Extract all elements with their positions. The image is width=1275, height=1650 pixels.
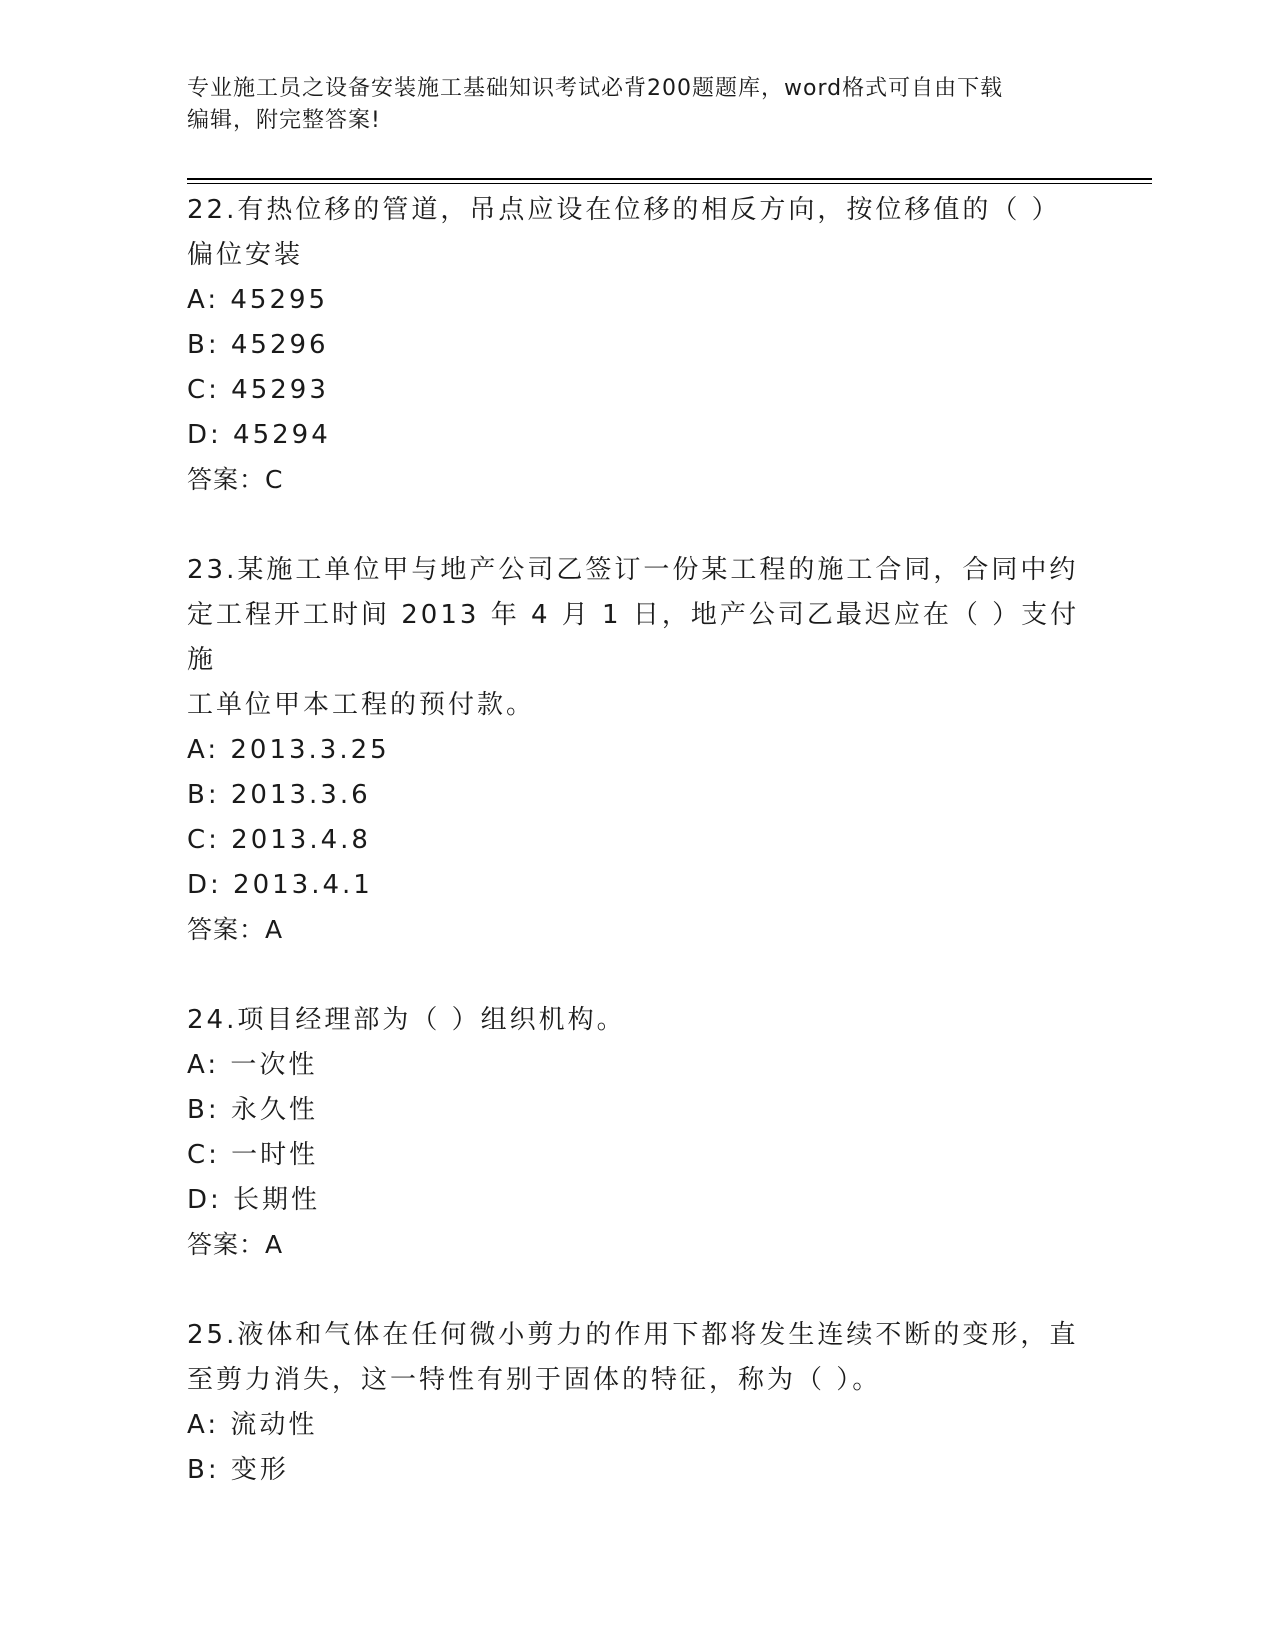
question-text-line: 定工程开工时间 2013 年 4 月 1 日，地产公司乙最迟应在（ ）支付施 bbox=[187, 600, 1080, 675]
option-a: A: 流动性 bbox=[187, 1410, 318, 1440]
header-title-line-2: 编辑，附完整答案! bbox=[187, 108, 381, 133]
option-d: D: 长期性 bbox=[187, 1185, 321, 1215]
option-c: C: 一时性 bbox=[187, 1140, 319, 1170]
question-text-line: 25.液体和气体在任何微小剪力的作用下都将发生连续不断的变形，直 bbox=[187, 1320, 1079, 1350]
option-b: B: 2013.3.6 bbox=[187, 780, 371, 810]
header-divider-thick bbox=[187, 178, 1152, 180]
question-22 bbox=[187, 188, 1087, 502]
option-c: C: 2013.4.8 bbox=[187, 825, 371, 855]
option-d: D: 2013.4.1 bbox=[187, 870, 373, 900]
option-a: A: 45295 bbox=[187, 285, 329, 315]
question-24 bbox=[187, 998, 1087, 1267]
question-text-line: 24.项目经理部为（ ）组织机构。 bbox=[187, 1005, 626, 1035]
document-header bbox=[187, 73, 1087, 137]
option-a: A: 2013.3.25 bbox=[187, 735, 390, 765]
answer-line: 答案：A bbox=[187, 915, 284, 944]
header-divider-thin bbox=[187, 183, 1152, 184]
question-23 bbox=[187, 548, 1087, 952]
answer-line: 答案：C bbox=[187, 465, 284, 494]
question-text-line: 工单位甲本工程的预付款。 bbox=[187, 690, 536, 720]
question-text-line: 22.有热位移的管道，吊点应设在位移的相反方向，按位移值的（ ） bbox=[187, 195, 1061, 225]
header-title-line-1: 专业施工员之设备安装施工基础知识考试必背200题题库，word格式可自由下载 bbox=[187, 76, 1004, 101]
question-text-line: 23.某施工单位甲与地产公司乙签订一份某工程的施工合同，合同中约 bbox=[187, 555, 1079, 585]
question-text-line: 偏位安装 bbox=[187, 240, 304, 270]
option-a: A: 一次性 bbox=[187, 1050, 318, 1080]
question-text-line: 至剪力消失，这一特性有别于固体的特征，称为（ ）。 bbox=[187, 1365, 882, 1395]
option-d: D: 45294 bbox=[187, 420, 331, 450]
answer-line: 答案：A bbox=[187, 1230, 284, 1259]
option-b: B: 变形 bbox=[187, 1455, 289, 1485]
option-c: C: 45293 bbox=[187, 375, 329, 405]
question-25 bbox=[187, 1313, 1087, 1493]
option-b: B: 45296 bbox=[187, 330, 329, 360]
option-b: B: 永久性 bbox=[187, 1095, 318, 1125]
question-list bbox=[187, 188, 1087, 1539]
